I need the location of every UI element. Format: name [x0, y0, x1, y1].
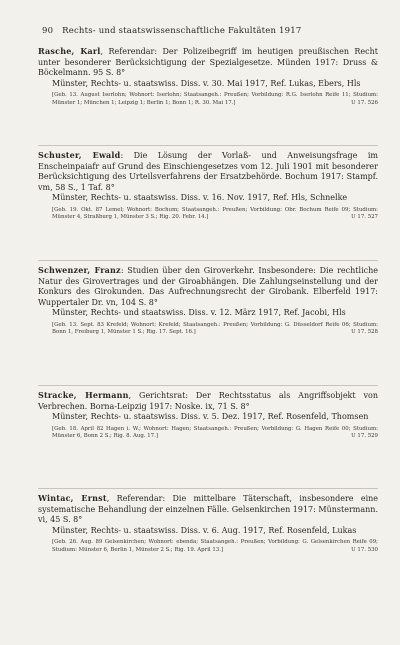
author-name: Wintac, Ernst	[38, 493, 107, 503]
entry-place: Münster, Rechts- und staatswiss. Diss. v. 12. März 1917, Ref. Jacobi, Hls	[52, 308, 346, 318]
entry-divider	[38, 260, 378, 261]
entry-place: Münster, Rechts- u. staatswiss. Diss. v. 5. Dez. 1917, Ref. Rosenfeld, Thomsen	[52, 412, 369, 422]
dissertation-entry	[38, 493, 378, 554]
page-number: 90	[42, 26, 54, 36]
entry-divider	[38, 145, 378, 146]
entry-place: Münster, Rechts- u. staatswiss. Diss. v. 16. Nov. 1917, Ref. Hls, Schnelke	[52, 193, 348, 203]
entry-divider	[38, 488, 378, 489]
dissertation-entry	[38, 390, 378, 441]
catalog-code: U 17. 528	[351, 329, 378, 336]
author-name: Schuster, Ewald	[38, 150, 121, 160]
entry-biography	[38, 539, 378, 554]
dissertation-entry	[38, 150, 378, 222]
entry-place: Münster, Rechts- u. staatswiss. Diss. v. 6. Aug. 1917, Ref. Rosenfeld, Lukas	[52, 525, 357, 535]
author-name: Rasche, Karl	[38, 46, 101, 56]
entry-divider	[38, 385, 378, 386]
biography-text: [Geb. 18. April 82 Hagen i. W.; Wohnort: Hagen; Staatsangeh.: Preußen; Vorbildung: G. Hagen Reife 00; Studium: Münster 6, Bonn 2 S.; Rig. 8. Aug. 17.]	[52, 425, 378, 440]
dissertation-title: Die Lösung der Vorlaß- und Anweisungsfrage im Enscheinpaiafr auf Grund des Einschiengesetzes vom 12. Juli 1901 mit besonderer Berücksichtigung des Urteilsverfahrens der Ersatzbehörde. Bochum 1917: Stampf. vm, 58 S., 1 Taf. 8°	[38, 151, 378, 192]
biography-text: [Geb. 13. August Iserlohn; Wohnort: Iserlohn; Staatsangeh.: Preußen; Vorbildung: R.G. Iserlohn Reife 11; Studium: Münster 1; München 1; Leipzig 1; Berlin 1; Bonn 1; R. 30. Mai 17.]	[52, 92, 378, 106]
entry-title-line: Schwenzer, Franz: Studien über den Giroverkehr. Insbesondere: Die rechtliche Natur des Girovertrages und der Giroabhängen. Die Zahlungseinstellung und der Konkurs des Girokunden. Das Aufrechnungsrecht der Girobank. Elberfeld 1917: Wuppertaler Dr. vn, 104 S. 8°	[38, 265, 378, 307]
entry-title-line: Wintac, Ernst, Referendar: Die mittelbare Täterschaft, insbesondere eine systematische Behandlung der einzelnen Fälle. Gelsenkirchen 1917: Münstermann. vi, 45 S. 8°	[38, 493, 379, 525]
catalog-code: U 17. 527	[351, 214, 378, 221]
entry-title-line: Rasche, Karl, Referendar: Der Polizeibegriff im heutigen preußischen Recht unter besonderer Berücksichtigung der Spezialgesetze. Münden 1917: Druss & Böckelmann. 95 S. 8°	[38, 46, 378, 78]
running-header	[42, 26, 378, 36]
entry-biography	[38, 207, 378, 222]
entry-biography	[38, 322, 378, 337]
catalog-code: U 17. 526	[351, 99, 378, 106]
author-name: Stracke, Hermann	[38, 390, 129, 400]
dissertation-title: Referendar: Der Polizeibegriff im heutigen preußischen Recht unter besonderer Berücksichtigung der Spezialgesetze. Münden 1917: Druss & Böckelmann. 95 S. 8°	[38, 47, 378, 78]
dissertation-title: Referendar: Die mittelbare Täterschaft, insbesondere eine systematische Behandlung der einzelnen Fälle. Gelsenkirchen 1917: Münstermann. vi, 45 S. 8°	[38, 494, 379, 525]
biography-text: [Geb. 19. Okt. 87 Lemel; Wohnort: Bochum; Staatsangeh.: Preußen; Vorbildung: Obr. Bochum Reife 09; Studium: Münster 4, Straßburg 1, Münster 3 S.; Rig. 20. Febr. 14.]	[52, 206, 378, 221]
catalog-code: U 17. 529	[351, 433, 378, 440]
biography-text: [Geb. 26. Aug. 89 Gelsenkirchen; Wohnort: ebenda; Staatsangeh.: Preußen; Vorbildung: G. Gelsenkirchen Reife 09; Studium: Münster 6, Berlin 1, Münster 2 S.; Rig. 19. April 13.]	[52, 539, 378, 553]
dissertation-entry	[38, 265, 378, 337]
entry-place: Münster, Rechts- u. staatswiss. Diss. v. 30. Mai 1917, Ref. Lukas, Ebers, Hls	[52, 78, 361, 88]
dissertation-title: Gerichtsrat: Der Rechtsstatus als Angriffsobjekt von Verbrechen. Borna-Leipzig 1917: Noske. ix, 71 S. 8°	[38, 391, 378, 411]
author-name: Schwenzer, Franz	[38, 265, 121, 275]
entry-biography	[38, 426, 378, 441]
biography-text: [Geb. 13. Sept. 83 Krefeld; Wohnort: Krefeld; Staatsangeh.: Preußen; Vorbildung: G. Düsseldorf Reife 06; Studium: Bonn 1, Freiburg 1, Münster 1 S.; Rig. 17. Sept. 16.]	[52, 321, 378, 336]
dissertation-title: Studien über den Giroverkehr. Insbesondere: Die rechtliche Natur des Girovertrages und der Giroabhängen. Die Zahlungseinstellung und der Konkurs des Girokunden. Das Aufrechnungsrecht der Girobank. Elberfeld 1917: Wuppertaler Dr. vn, 104 S. 8°	[38, 266, 378, 307]
entry-title-line: Schuster, Ewald: Die Lösung der Vorlaß- und Anweisungsfrage im Enscheinpaiafr auf Grund des Einschiengesetzes vom 12. Juli 1901 mit besonderer Berücksichtigung des Urteilsverfahrens der Ersatzbehörde. Bochum 1917: Stampf. vm, 58 S., 1 Taf. 8°	[38, 150, 378, 192]
entry-biography	[38, 92, 378, 107]
running-title: Rechts- und staatswissenschaftliche Fakultäten 1917	[62, 26, 302, 36]
catalog-code: U 17. 530	[351, 546, 378, 553]
entry-title-line: Stracke, Hermann, Gerichtsrat: Der Rechtsstatus als Angriffsobjekt von Verbrechen. Borna-Leipzig 1917: Noske. ix, 71 S. 8°	[38, 390, 378, 411]
dissertation-entry	[38, 46, 378, 107]
